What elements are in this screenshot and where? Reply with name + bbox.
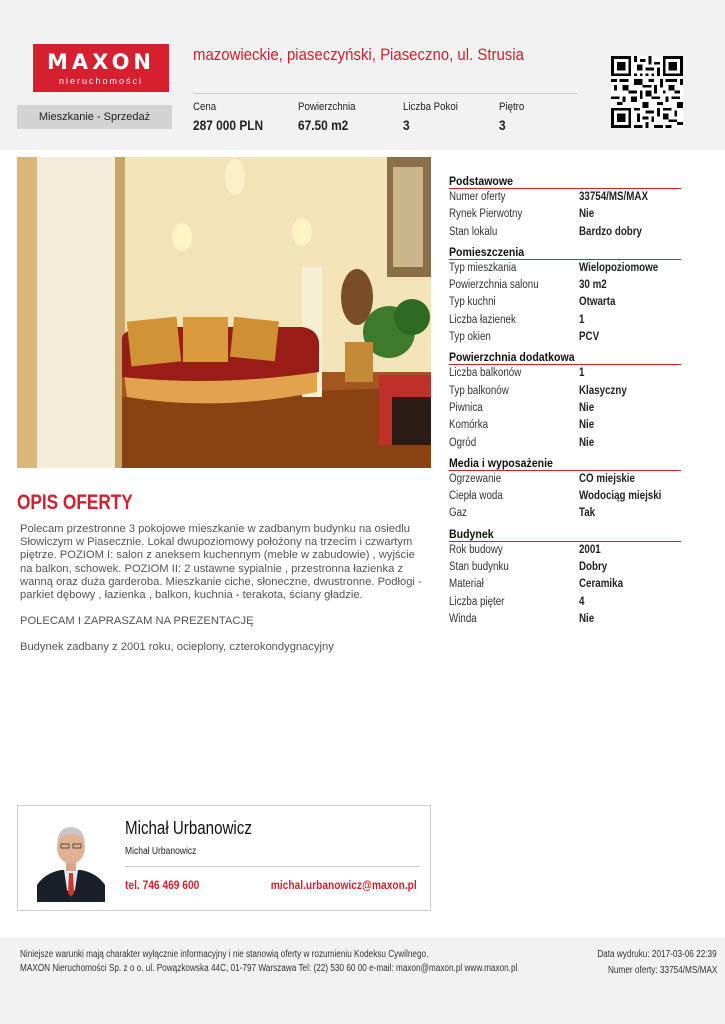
description-paragraph: POLECAM I ZAPRASZAM NA PREZENTACJĘ — [20, 615, 254, 628]
logo-text: MAXON — [46, 50, 156, 74]
agent-email-link[interactable]: michal.urbanowicz@maxon.pl — [271, 878, 417, 892]
footer — [0, 937, 725, 1024]
detail-row: Typ kuchni Otwarta — [449, 296, 616, 309]
detail-row: Rok budowy 2001 — [449, 543, 601, 556]
details-panel — [449, 170, 681, 628]
stat-value: 3 — [499, 117, 506, 133]
stat-label: Piętro — [499, 101, 525, 113]
detail-row: Ciepła woda Wodociąg miejski — [449, 490, 662, 503]
detail-row: Ogród Nie — [449, 436, 595, 449]
agent-name: Michał Urbanowicz — [125, 818, 252, 838]
footer-company-info: MAXON Nieruchomości Sp. z o o. ul. Powązkowska 44C, 01-797 Warszawa Tel: (22) 530 60 00 e-mail: maxon@maxon.pl www.maxon.pl — [20, 963, 518, 974]
qr-code-icon[interactable] — [611, 56, 683, 128]
description-paragraph: Budynek zadbany z 2001 roku, ocieplony, czterokondygnacyjny — [20, 641, 334, 654]
agent-subname: Michał Urbanowicz — [125, 846, 197, 857]
section-title-media: Media i wyposażenie — [449, 456, 681, 471]
detail-row: Liczba balkonów 1 — [449, 367, 585, 380]
agent-phone-link[interactable]: tel. 746 469 600 — [125, 878, 200, 892]
section-title-building: Budynek — [449, 527, 681, 542]
detail-row: Stan budynku Dobry — [449, 561, 608, 574]
detail-row: Ogrzewanie CO miejskie — [449, 472, 635, 485]
detail-row: Piwnica Nie — [449, 401, 595, 414]
section-title-rooms: Pomieszczenia — [449, 245, 681, 260]
footer-print-date: Data wydruku: 2017-03-06 22:39 — [597, 949, 717, 960]
divider — [125, 866, 420, 867]
description-title: OPIS OFERTY — [17, 491, 133, 514]
stat-rooms — [403, 101, 465, 133]
stat-floor — [499, 101, 528, 133]
footer-disclaimer: Niniejsze warunki mają charakter wyłącznie informacyjny i nie stanowią oferty w rozumieniu Kodeksu Cywilnego. — [20, 949, 429, 960]
description-paragraph: Polecam przestronne 3 pokojowe mieszkanie w zadbanym budynku na osiedlu Słowiczym w Piasecznie. Lokal dwupoziomowy położony na trzecim i czwartym piętrze. POZIOM I: salon z aneksem kuchennym (meble w zabudowie) , wyjście na balkon, schowek. POZIOM II: 2 ustawne sypialnie , przestronna łazienka z wanną oraz duża garderoba. Mieszkanie ciche, słoneczne, dwustronne. Podłogi - parkiet dębowy , łazienka , balkon, kuchnia - terakota, ściany gładzie. — [20, 523, 422, 602]
logo-subtext: nieruchomości — [58, 76, 144, 86]
maxon-logo[interactable] — [33, 44, 169, 92]
detail-row: Komórka Nie — [449, 419, 595, 432]
stat-value: 67.50 m2 — [298, 117, 349, 133]
stat-label: Powierzchnia — [298, 101, 356, 113]
stat-label: Cena — [193, 101, 217, 113]
stat-area — [298, 101, 363, 133]
divider — [193, 93, 577, 94]
detail-row: Materiał Ceramika — [449, 578, 624, 591]
property-address: mazowieckie, piaseczyński, Piaseczno, ul. Strusia — [193, 45, 524, 64]
detail-row: Rynek Pierwotny Nie — [449, 208, 595, 221]
stat-label: Liczba Pokoi — [403, 101, 458, 113]
footer-offer-number: Numer oferty: 33754/MS/MAX — [607, 965, 717, 976]
detail-row: Typ balkonów Klasyczny — [449, 384, 627, 397]
detail-row: Liczba łazienek 1 — [449, 313, 585, 326]
detail-row: Liczba pięter 4 — [449, 595, 585, 608]
header — [0, 0, 725, 150]
detail-row: Typ okien PCV — [449, 331, 600, 344]
stat-price — [193, 101, 276, 133]
description-body — [20, 523, 430, 668]
stat-value: 3 — [403, 117, 410, 133]
detail-row: Stan lokalu Bardzo dobry — [449, 225, 643, 238]
detail-row: Powierzchnia salonu 30 m2 — [449, 279, 607, 292]
stat-value: 287 000 PLN — [193, 117, 264, 133]
section-title-basic: Podstawowe — [449, 174, 681, 189]
detail-row: Winda Nie — [449, 612, 595, 625]
detail-row: Typ mieszkania Wielopoziomowe — [449, 261, 659, 274]
property-category: Mieszkanie - Sprzedaż — [17, 105, 172, 129]
detail-row: Gaz Tak — [449, 507, 596, 520]
agent-avatar — [37, 815, 105, 902]
section-title-extra-area: Powierzchnia dodatkowa — [449, 350, 681, 365]
agent-card — [17, 805, 431, 911]
property-photo[interactable] — [17, 157, 431, 468]
detail-row: Numer oferty 33754/MS/MAX — [449, 191, 649, 203]
